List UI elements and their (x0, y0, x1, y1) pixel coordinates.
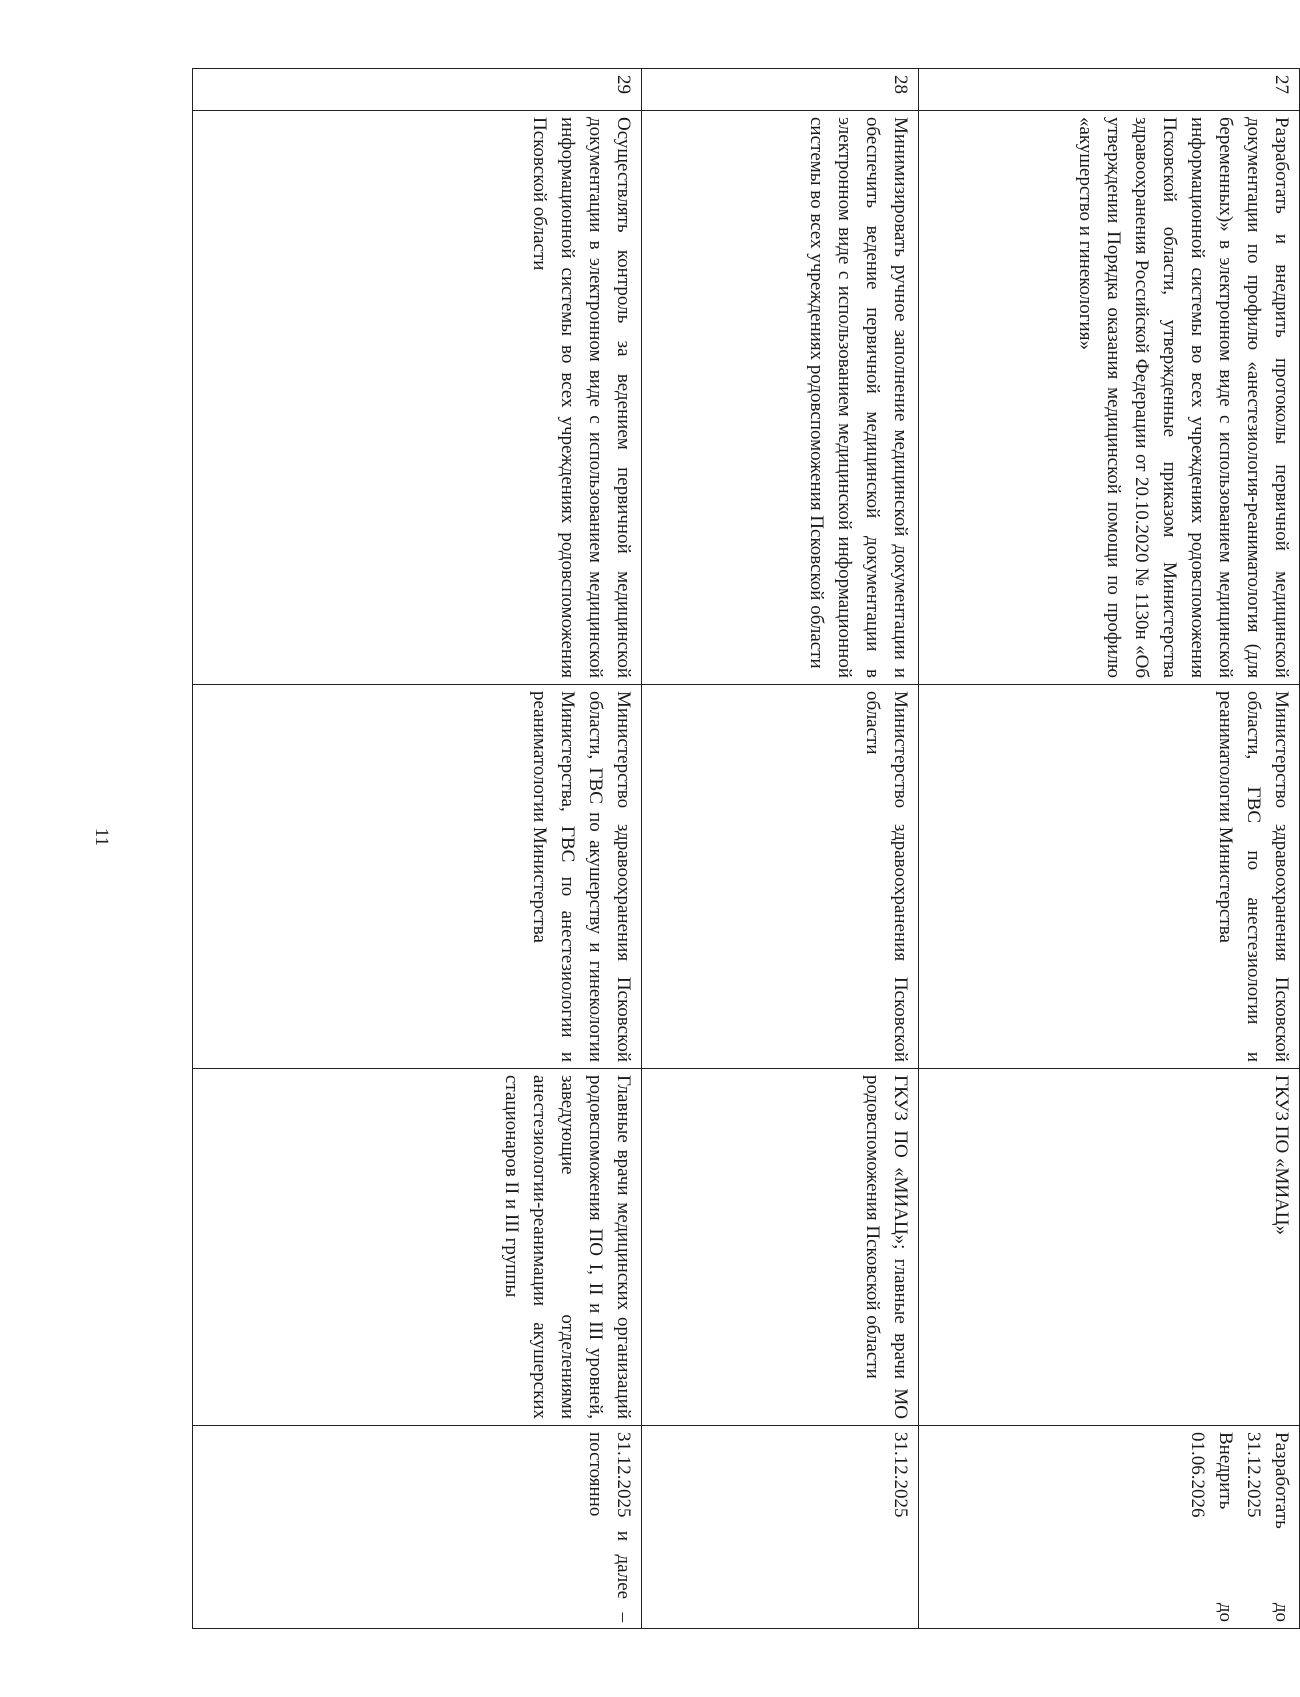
row-number: 29 (193, 69, 642, 111)
row-executors: ГКУЗ ПО «МИАЦ» (919, 1069, 1300, 1426)
deadline-line-1: 31.12.2025 и далее – постоянно (585, 1432, 634, 1622)
row-number: 28 (642, 69, 919, 111)
deadline-line-1: Разработать до 31.12.2025 (1243, 1432, 1292, 1622)
page-number: 11 (91, 827, 112, 847)
row-executors: ГКУЗ ПО «МИАЦ»; главные врачи МО родовспоможения Псковской области (642, 1069, 919, 1426)
deadline-line-1: 31.12.2025 (890, 1432, 911, 1518)
table-row (919, 69, 1300, 1629)
row-responsible: Министерство здравоохранения Псковской области, ГВС по акушерству и гинекологии Министерства, ГВС по анестезиологии и реаниматологии Министерства (193, 685, 642, 1069)
row-deadline (642, 1426, 919, 1629)
row-deadline (193, 1426, 642, 1629)
table-row (193, 69, 642, 1629)
deadline-line-2: Внедрить до 01.06.2026 (1187, 1432, 1236, 1622)
row-executors: Главные врачи медицинских организаций родовспоможения ПО I, II и III уровней, заведующие отделениями анестезиологии-реанимации акушерских стационаров II и III группы (193, 1069, 642, 1426)
row-action: Минимизировать ручное заполнение медицинской документации и обеспечить ведение первичной медицинской документации в электронном виде с использованием медицинской информационной системы во всех учреждениях родовспоможения Псковской области (642, 111, 919, 685)
row-responsible: Министерство здравоохранения Псковской области, ГВС по анестезиологии и реаниматологии Министерства (919, 685, 1300, 1069)
row-action: Осуществлять контроль за ведением первичной медицинской документации в электронном виде с использованием медицинской информационной системы во всех учреждениях родовспоможения Псковской области (193, 111, 642, 685)
rotated-page-content (130, 68, 1300, 1628)
row-deadline (919, 1426, 1300, 1629)
action-plan-table (192, 68, 1300, 1629)
row-number: 27 (919, 69, 1300, 111)
table-row (642, 69, 919, 1629)
row-responsible: Министерство здравоохранения Псковской области (642, 685, 919, 1069)
row-action: Разработать и внедрить протоколы первичной медицинской документации по профилю «анестезиология-реаниматология (для беременных)» в электронном виде с использованием медицинской информационной системы во всех учреждениях родовспоможения Псковской области, утвержденные приказом Министерства здравоохранения Российской Федерации от 20.10.2020 № 1130н «Об утверждении Порядка оказания медицинской помощи по профилю «акушерство и гинекология» (919, 111, 1300, 685)
